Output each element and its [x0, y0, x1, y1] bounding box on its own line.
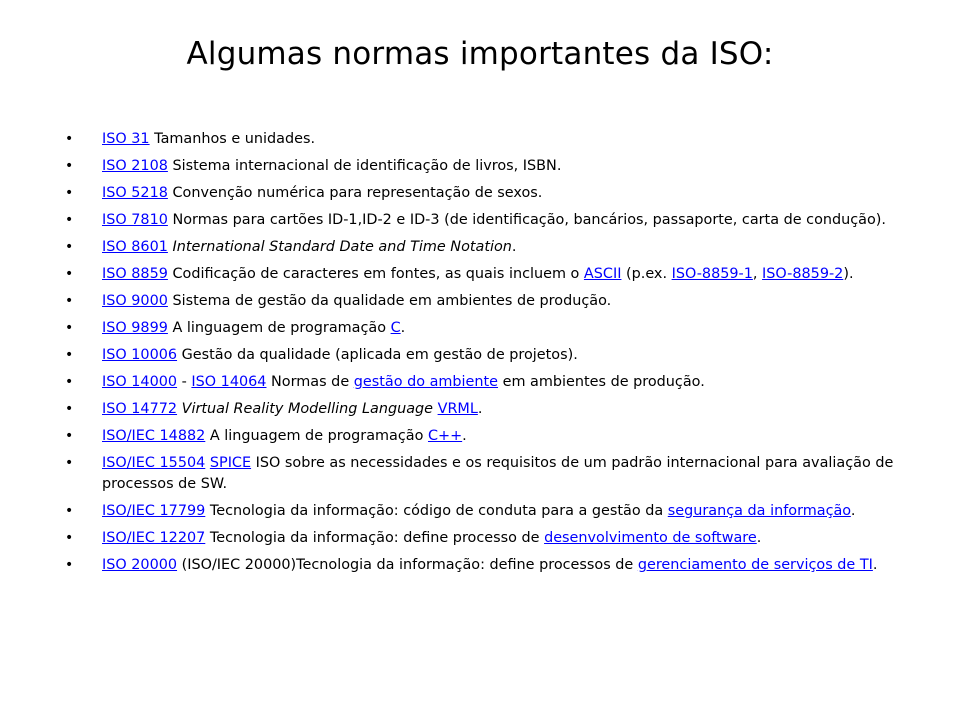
bullet-icon: • [65, 503, 74, 519]
link-iso-20000[interactable]: ISO 20000 [102, 557, 178, 573]
link-iso-8859-2[interactable]: ISO-8859-2 [762, 266, 844, 282]
bullet-icon: • [65, 374, 74, 390]
list-item: • ISO/IEC 14882 A linguagem de programação C++. [65, 426, 915, 447]
link-cpp[interactable]: C++ [427, 428, 463, 444]
list-item: • ISO 9899 A linguagem de programação C. [65, 318, 915, 339]
bullet-icon: • [65, 185, 74, 201]
link-c[interactable]: C [390, 320, 401, 336]
link-iso-iec-12207[interactable]: ISO/IEC 12207 [102, 530, 206, 546]
link-gerenciamento-de-servicos-de-ti[interactable]: gerenciamento de serviços de TI [637, 557, 873, 573]
list-item: • ISO 8859 Codificação de caracteres em fontes, as quais incluem o ASCII (p.ex. ISO-8859-1, ISO-8859-2). [65, 264, 915, 285]
bullet-icon: • [65, 428, 74, 444]
link-iso-iec-15504[interactable]: ISO/IEC 15504 [102, 455, 206, 471]
link-iso-5218[interactable]: ISO 5218 [102, 185, 168, 201]
link-iso-14772[interactable]: ISO 14772 [102, 401, 178, 417]
bullet-icon: • [65, 212, 74, 228]
link-ascii[interactable]: ASCII [583, 266, 622, 282]
list-item: • ISO 31 Tamanhos e unidades. [65, 129, 915, 150]
link-iso-14000[interactable]: ISO 14000 [102, 374, 178, 390]
link-seguranca-da-informacao[interactable]: segurança da informação [667, 503, 851, 519]
bullet-icon: • [65, 557, 74, 573]
list-item: • ISO 14772 Virtual Reality Modelling Language VRML. [65, 399, 915, 420]
bullet-icon: • [65, 347, 74, 363]
bullet-icon: • [65, 266, 74, 282]
list-item: • ISO/IEC 15504 SPICE ISO sobre as necessidades e os requisitos de um padrão internacional para avaliação de processos de SW. [65, 455, 894, 492]
list-item: • ISO 2108 Sistema internacional de identificação de livros, ISBN. [65, 156, 915, 177]
list-item: • ISO 14000 - ISO 14064 Normas de gestão do ambiente em ambientes de produção. [65, 372, 915, 393]
link-desenvolvimento-de-software[interactable]: desenvolvimento de software [544, 530, 757, 546]
list-item: • ISO 8601 International Standard Date and Time Notation. [65, 237, 915, 258]
link-iso-14064[interactable]: ISO 14064 [191, 374, 267, 390]
bullet-icon: • [65, 239, 74, 255]
bullet-icon: • [65, 158, 74, 174]
link-iso-8601[interactable]: ISO 8601 [102, 239, 168, 255]
link-spice[interactable]: SPICE [209, 455, 252, 471]
list-item: • ISO/IEC 17799 Tecnologia da informação: código de conduta para a gestão da segurança da informação. [65, 501, 915, 522]
bullet-icon: • [65, 293, 74, 309]
list-item: • ISO 10006 Gestão da qualidade (aplicada em gestão de projetos). [65, 345, 915, 366]
iso-standards-list [65, 129, 915, 582]
link-iso-9899[interactable]: ISO 9899 [102, 320, 168, 336]
list-item: • ISO/IEC 12207 Tecnologia da informação: define processo de desenvolvimento de software. [65, 528, 915, 549]
link-iso-8859-1[interactable]: ISO-8859-1 [671, 266, 753, 282]
link-iso-31[interactable]: ISO 31 [102, 131, 150, 147]
slide-title: Algumas normas importantes da ISO: [186, 36, 774, 72]
link-iso-iec-14882[interactable]: ISO/IEC 14882 [102, 428, 206, 444]
list-item: • ISO 20000 (ISO/IEC 20000)Tecnologia da informação: define processos de gerenciamento de serviços de TI. [65, 555, 915, 576]
bullet-icon: • [65, 401, 74, 417]
link-gestao-do-ambiente[interactable]: gestão do ambiente [353, 374, 499, 390]
bullet-icon: • [65, 131, 74, 147]
link-vrml[interactable]: VRML [437, 401, 478, 417]
bullet-icon: • [65, 530, 74, 546]
link-iso-2108[interactable]: ISO 2108 [102, 158, 168, 174]
link-iso-7810[interactable]: ISO 7810 [102, 212, 168, 228]
link-iso-8859[interactable]: ISO 8859 [102, 266, 168, 282]
link-iso-9000[interactable]: ISO 9000 [102, 293, 168, 309]
bullet-icon: • [65, 455, 74, 471]
link-iso-10006[interactable]: ISO 10006 [102, 347, 178, 363]
list-item: • ISO 5218 Convenção numérica para representação de sexos. [65, 183, 915, 204]
list-item: • ISO 7810 Normas para cartões ID-1,ID-2 e ID-3 (de identificação, bancários, passaporte, carta de condução). [65, 210, 915, 231]
link-iso-iec-17799[interactable]: ISO/IEC 17799 [102, 503, 206, 519]
bullet-icon: • [65, 320, 74, 336]
list-item: • ISO 9000 Sistema de gestão da qualidade em ambientes de produção. [65, 291, 915, 312]
